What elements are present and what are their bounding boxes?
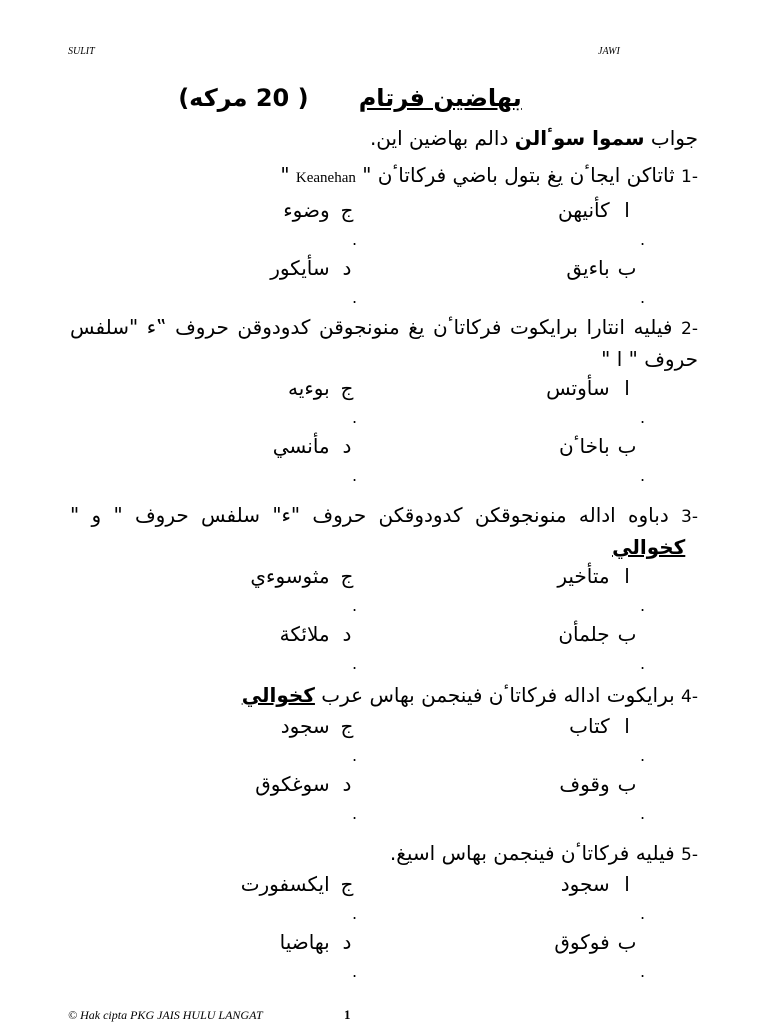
- option-text: فوكوق: [554, 930, 610, 954]
- dot: .: [352, 962, 358, 981]
- option-text: جلمأن: [558, 622, 610, 646]
- dot: .: [640, 962, 646, 981]
- option-letter: ج: [340, 198, 354, 222]
- dot: .: [640, 408, 646, 427]
- option-text: سجود: [560, 872, 610, 896]
- option-letter: ا: [624, 198, 630, 222]
- option-text: كتاب: [569, 714, 610, 738]
- question-4: [242, 680, 698, 712]
- option-text: سوغكوق: [255, 772, 330, 796]
- option-letter: ب: [617, 256, 637, 280]
- dot: .: [640, 596, 646, 615]
- dot: .: [640, 230, 646, 249]
- option-a: [546, 374, 638, 402]
- option-text: وقوف: [559, 772, 610, 796]
- option-letter: ا: [624, 872, 630, 896]
- dot: .: [352, 230, 358, 249]
- question-text: برايكوت اداله فركاتاٴن فينجمن بهاس عرب: [321, 683, 675, 707]
- option-d: [255, 770, 358, 798]
- question-text: دباوه اداله منونجوقكن كدودوقكن حروف "ء" سلفس حروف " و ": [70, 503, 669, 527]
- dot: .: [352, 746, 358, 765]
- option-c: [241, 870, 358, 898]
- option-letter: ج: [340, 376, 354, 400]
- dot: .: [640, 654, 646, 673]
- option-letter: د: [342, 622, 352, 646]
- option-text: ايكسفورت: [240, 872, 330, 896]
- question-text-end: ": [280, 163, 290, 187]
- question-number: -2: [681, 319, 698, 339]
- option-letter: د: [342, 930, 352, 954]
- question-text: ثاتاکن ايجاٴن يغ بتول باضي فرکاتاٴن ": [362, 163, 675, 187]
- question-text: فيليه فركاتاٴن فينجمن بهاس اسيغ.: [389, 841, 675, 865]
- dot: .: [352, 288, 358, 307]
- option-letter: د: [342, 256, 352, 280]
- instruction-post: دالم بهاضين اين.: [369, 126, 515, 150]
- option-letter: ب: [617, 772, 637, 796]
- option-d: [280, 928, 358, 956]
- option-text: ملائكة: [279, 622, 330, 646]
- question-number: -4: [681, 687, 698, 707]
- option-text: بوءيه: [288, 376, 330, 400]
- option-text: وضوء: [283, 198, 330, 222]
- header-jawi: JAWI: [598, 46, 620, 57]
- option-c: [283, 196, 358, 224]
- dot: .: [640, 288, 646, 307]
- dot: .: [352, 804, 358, 823]
- option-text: بهاضيا: [279, 930, 330, 954]
- question-number: -3: [681, 507, 698, 527]
- instruction: [370, 126, 698, 150]
- footer-copyright: © Hak cipta PKG JAIS HULU LANGAT: [68, 1008, 263, 1022]
- option-text: باءيق: [566, 256, 610, 280]
- option-letter: ج: [340, 872, 354, 896]
- dot: .: [352, 654, 358, 673]
- question-emphasis: كخوالي: [241, 683, 315, 707]
- dot: .: [352, 466, 358, 485]
- dot: .: [640, 904, 646, 923]
- question-text: فيليه انتارا برايكوت فركاتاٴن يغ منونجوقن كدودوقن حروف ‟ء "سلفس حروف " ا ": [70, 315, 698, 371]
- dot: .: [352, 408, 358, 427]
- instruction-pre: جواب: [644, 126, 698, 150]
- option-a: [558, 196, 638, 224]
- option-letter: ا: [624, 564, 630, 588]
- option-text: سأوتس: [546, 376, 610, 400]
- option-a: [557, 562, 638, 590]
- option-b: [566, 254, 638, 282]
- option-c: [281, 712, 358, 740]
- dot: .: [352, 596, 358, 615]
- option-b: [559, 432, 638, 460]
- option-text: سأيكور: [270, 256, 330, 280]
- option-text: مأنسي: [272, 434, 330, 458]
- question-latin-word: Keanehan: [295, 170, 356, 186]
- question-2: [70, 312, 698, 374]
- dot: .: [640, 804, 646, 823]
- option-letter: ج: [340, 564, 354, 588]
- page-number: 1: [344, 1007, 351, 1022]
- option-letter: ب: [617, 930, 637, 954]
- option-a: [569, 712, 638, 740]
- dot: .: [640, 466, 646, 485]
- option-d: [270, 254, 358, 282]
- option-letter: ب: [617, 622, 637, 646]
- title-main: بهاضين فرتام: [358, 84, 522, 112]
- option-d: [273, 432, 358, 460]
- option-b: [554, 928, 638, 956]
- section-title: [60, 84, 640, 112]
- option-letter: د: [342, 434, 352, 458]
- title-marks: ( 20 مركه): [178, 84, 309, 112]
- option-text: متأخير: [557, 564, 610, 588]
- dot: .: [352, 904, 358, 923]
- option-text: كأنيهن: [557, 198, 610, 222]
- option-text: سجود: [280, 714, 330, 738]
- option-c: [288, 374, 358, 402]
- header-sulit: SULIT: [68, 46, 95, 57]
- question-3: [70, 500, 698, 562]
- instruction-bold: سموا سوٴالن: [514, 126, 645, 150]
- question-emphasis: كخوالي: [612, 535, 686, 559]
- option-c: [250, 562, 358, 590]
- option-text: مثوسوءي: [250, 564, 330, 588]
- question-5: [390, 838, 698, 870]
- question-number: -1: [681, 167, 698, 187]
- option-letter: د: [342, 772, 352, 796]
- option-b: [558, 620, 638, 648]
- option-d: [280, 620, 358, 648]
- option-letter: ج: [340, 714, 354, 738]
- question-number: -5: [681, 845, 698, 865]
- option-b: [559, 770, 638, 798]
- question-1: [280, 160, 698, 193]
- option-letter: ا: [624, 376, 630, 400]
- option-text: باخاٴن: [558, 434, 610, 458]
- option-letter: ا: [624, 714, 630, 738]
- dot: .: [640, 746, 646, 765]
- option-a: [561, 870, 638, 898]
- option-letter: ب: [617, 434, 637, 458]
